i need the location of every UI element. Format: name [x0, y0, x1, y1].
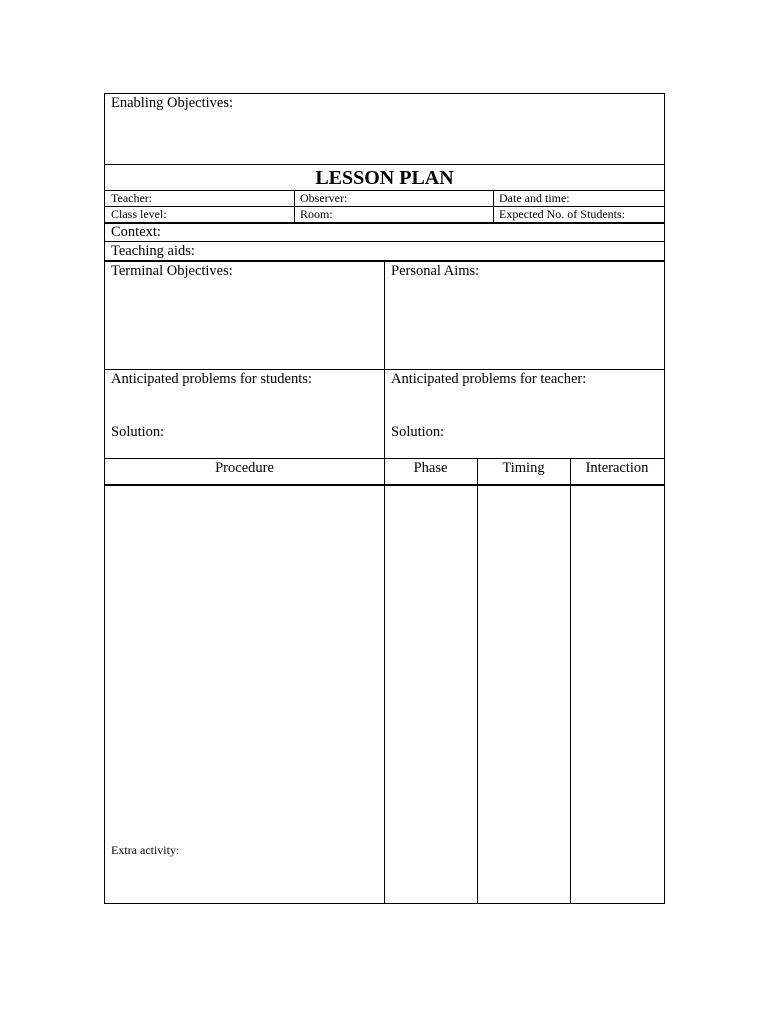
solution-teacher-label: Solution:	[391, 424, 445, 440]
divider	[105, 241, 664, 242]
problems-teacher-label: Anticipated problems for teacher:	[391, 371, 587, 387]
divider	[294, 190, 295, 222]
column-header-phase: Phase	[413, 460, 448, 476]
column-header-timing: Timing	[502, 460, 545, 476]
teaching-aids-label: Teaching aids:	[111, 243, 195, 259]
divider	[105, 190, 664, 191]
context-label: Context:	[111, 224, 161, 240]
page-title: LESSON PLAN	[315, 167, 454, 189]
expected-students-label: Expected No. of Students:	[499, 207, 625, 221]
divider	[570, 458, 571, 904]
divider	[384, 260, 385, 458]
observer-label: Observer:	[300, 191, 348, 205]
lesson-plan-form	[104, 93, 665, 904]
class-level-label: Class level:	[111, 207, 167, 221]
enabling-objectives-label: Enabling Objectives:	[111, 95, 234, 111]
terminal-objectives-label: Terminal Objectives:	[111, 263, 233, 279]
divider	[477, 458, 478, 904]
extra-activity-label: Extra activity:	[111, 843, 180, 857]
date-time-label: Date and time:	[499, 191, 570, 205]
divider	[384, 458, 385, 904]
teacher-label: Teacher:	[111, 191, 153, 205]
personal-aims-label: Personal Aims:	[391, 263, 480, 279]
column-header-interaction: Interaction	[585, 460, 649, 476]
room-label: Room:	[300, 207, 333, 221]
column-header-procedure: Procedure	[215, 460, 274, 476]
divider	[105, 164, 664, 165]
solution-students-label: Solution:	[111, 424, 165, 440]
divider	[105, 222, 664, 224]
problems-students-label: Anticipated problems for students:	[111, 371, 312, 387]
divider	[493, 190, 494, 222]
